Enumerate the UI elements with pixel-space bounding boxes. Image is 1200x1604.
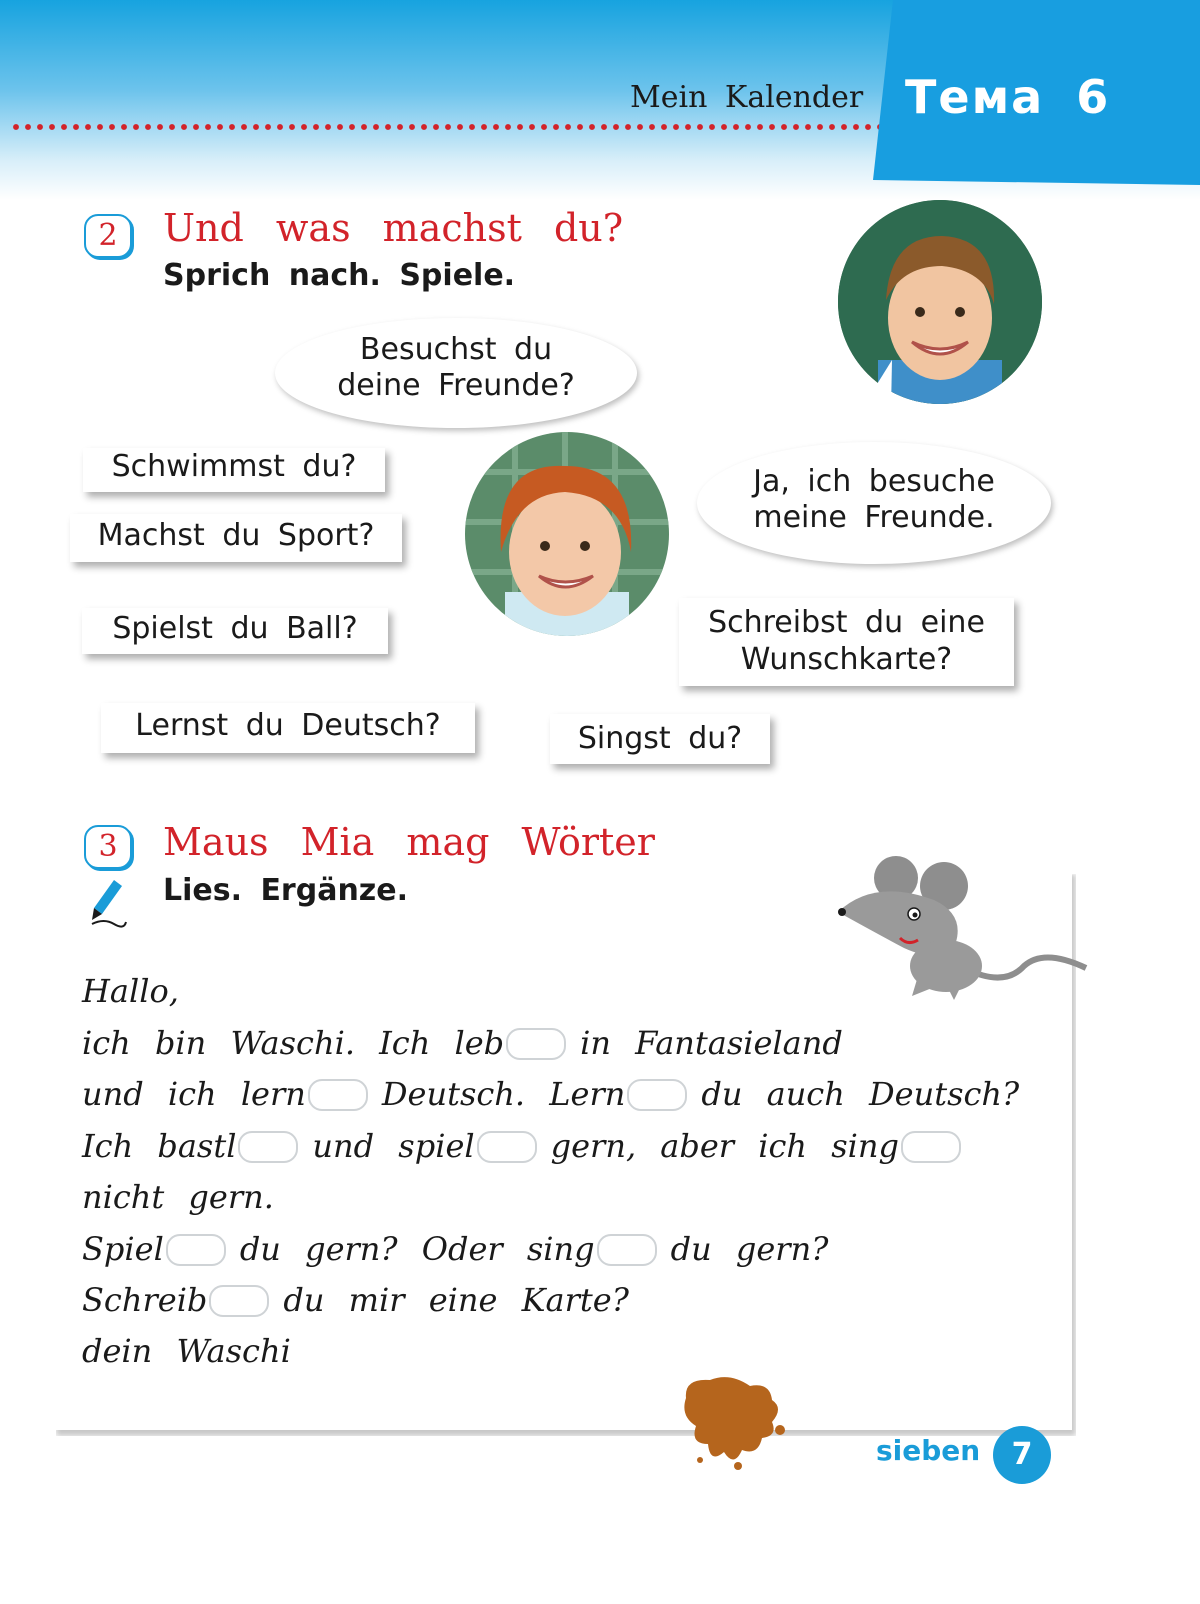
fill-blank[interactable] — [901, 1131, 961, 1163]
letter-line — [82, 1024, 843, 1062]
exercise-number: 2 — [84, 214, 132, 258]
exercise-title: Und was machst du? — [163, 206, 624, 250]
girl-photo — [465, 432, 669, 636]
letter-text: du mir eine Karte? — [283, 1281, 629, 1319]
question-card-ball: Spielst du Ball? — [82, 608, 388, 654]
letter-text: du auch Deutsch? — [701, 1075, 1020, 1113]
letter-line: nicht gern. — [82, 1178, 274, 1216]
fill-blank[interactable] — [597, 1234, 657, 1266]
exercise-number: 3 — [84, 825, 132, 869]
exercise-instruction: Lies. Ergänze. — [163, 873, 409, 908]
letter-text: Spiel — [82, 1230, 164, 1268]
bubble-line: Besuchst du — [359, 332, 553, 367]
letter-text: und spiel — [312, 1127, 475, 1165]
letter-text: Deutsch. Lern — [381, 1075, 626, 1113]
page-number: 7 — [993, 1426, 1051, 1484]
fill-blank[interactable] — [166, 1234, 226, 1266]
paint-splash-icon — [680, 1372, 790, 1472]
speech-bubble-boy — [697, 442, 1051, 564]
letter-text: gern, aber ich sing — [550, 1127, 899, 1165]
page-word: sieben — [876, 1434, 981, 1467]
letter-line — [82, 1230, 828, 1268]
question-card-wunschkarte — [679, 598, 1014, 686]
bubble-line: meine Freunde. — [753, 500, 995, 535]
fill-blank[interactable] — [209, 1285, 269, 1317]
question-card-schwimmst: Schwimmst du? — [83, 448, 385, 492]
card-line: Wunschkarte? — [740, 642, 953, 677]
letter-line: dein Waschi — [82, 1332, 291, 1370]
letter-line — [82, 1075, 1019, 1113]
letter-text: in Fantasieland — [580, 1024, 843, 1062]
letter-line — [82, 1127, 975, 1165]
dotted-divider — [10, 122, 880, 132]
exercise-title: Maus Mia mag Wörter — [163, 820, 655, 864]
card-line: Schreibst du eine — [708, 605, 985, 640]
question-card-deutsch: Lernst du Deutsch? — [101, 703, 475, 753]
letter-line: Hallo, — [82, 972, 179, 1010]
fill-blank[interactable] — [627, 1079, 687, 1111]
fill-blank[interactable] — [477, 1131, 537, 1163]
letter-text: du gern? — [670, 1230, 829, 1268]
letter-text: du gern? Oder sing — [239, 1230, 595, 1268]
fill-blank[interactable] — [238, 1131, 298, 1163]
pencil-icon — [88, 878, 128, 928]
letter-text: Schreib — [82, 1281, 208, 1319]
bubble-line: deine Freunde? — [337, 368, 575, 403]
speech-bubble-girl — [275, 318, 637, 428]
fill-blank[interactable] — [506, 1028, 566, 1060]
question-card-singst: Singst du? — [550, 714, 770, 764]
letter-line — [82, 1281, 629, 1319]
letter-text: ich bin Waschi. Ich leb — [82, 1024, 505, 1062]
fill-blank[interactable] — [308, 1079, 368, 1111]
bubble-line: Ja, ich besuche — [753, 464, 995, 499]
mouse-illustration — [834, 848, 1094, 1008]
chapter-subtitle: Mein Kalender — [630, 80, 864, 115]
question-card-sport: Machst du Sport? — [70, 514, 402, 562]
topic-label: Тема 6 — [905, 70, 1111, 124]
exercise-instruction: Sprich nach. Spiele. — [163, 258, 516, 293]
letter-text: Ich bastl — [82, 1127, 237, 1165]
letter-text: und ich lern — [82, 1075, 306, 1113]
